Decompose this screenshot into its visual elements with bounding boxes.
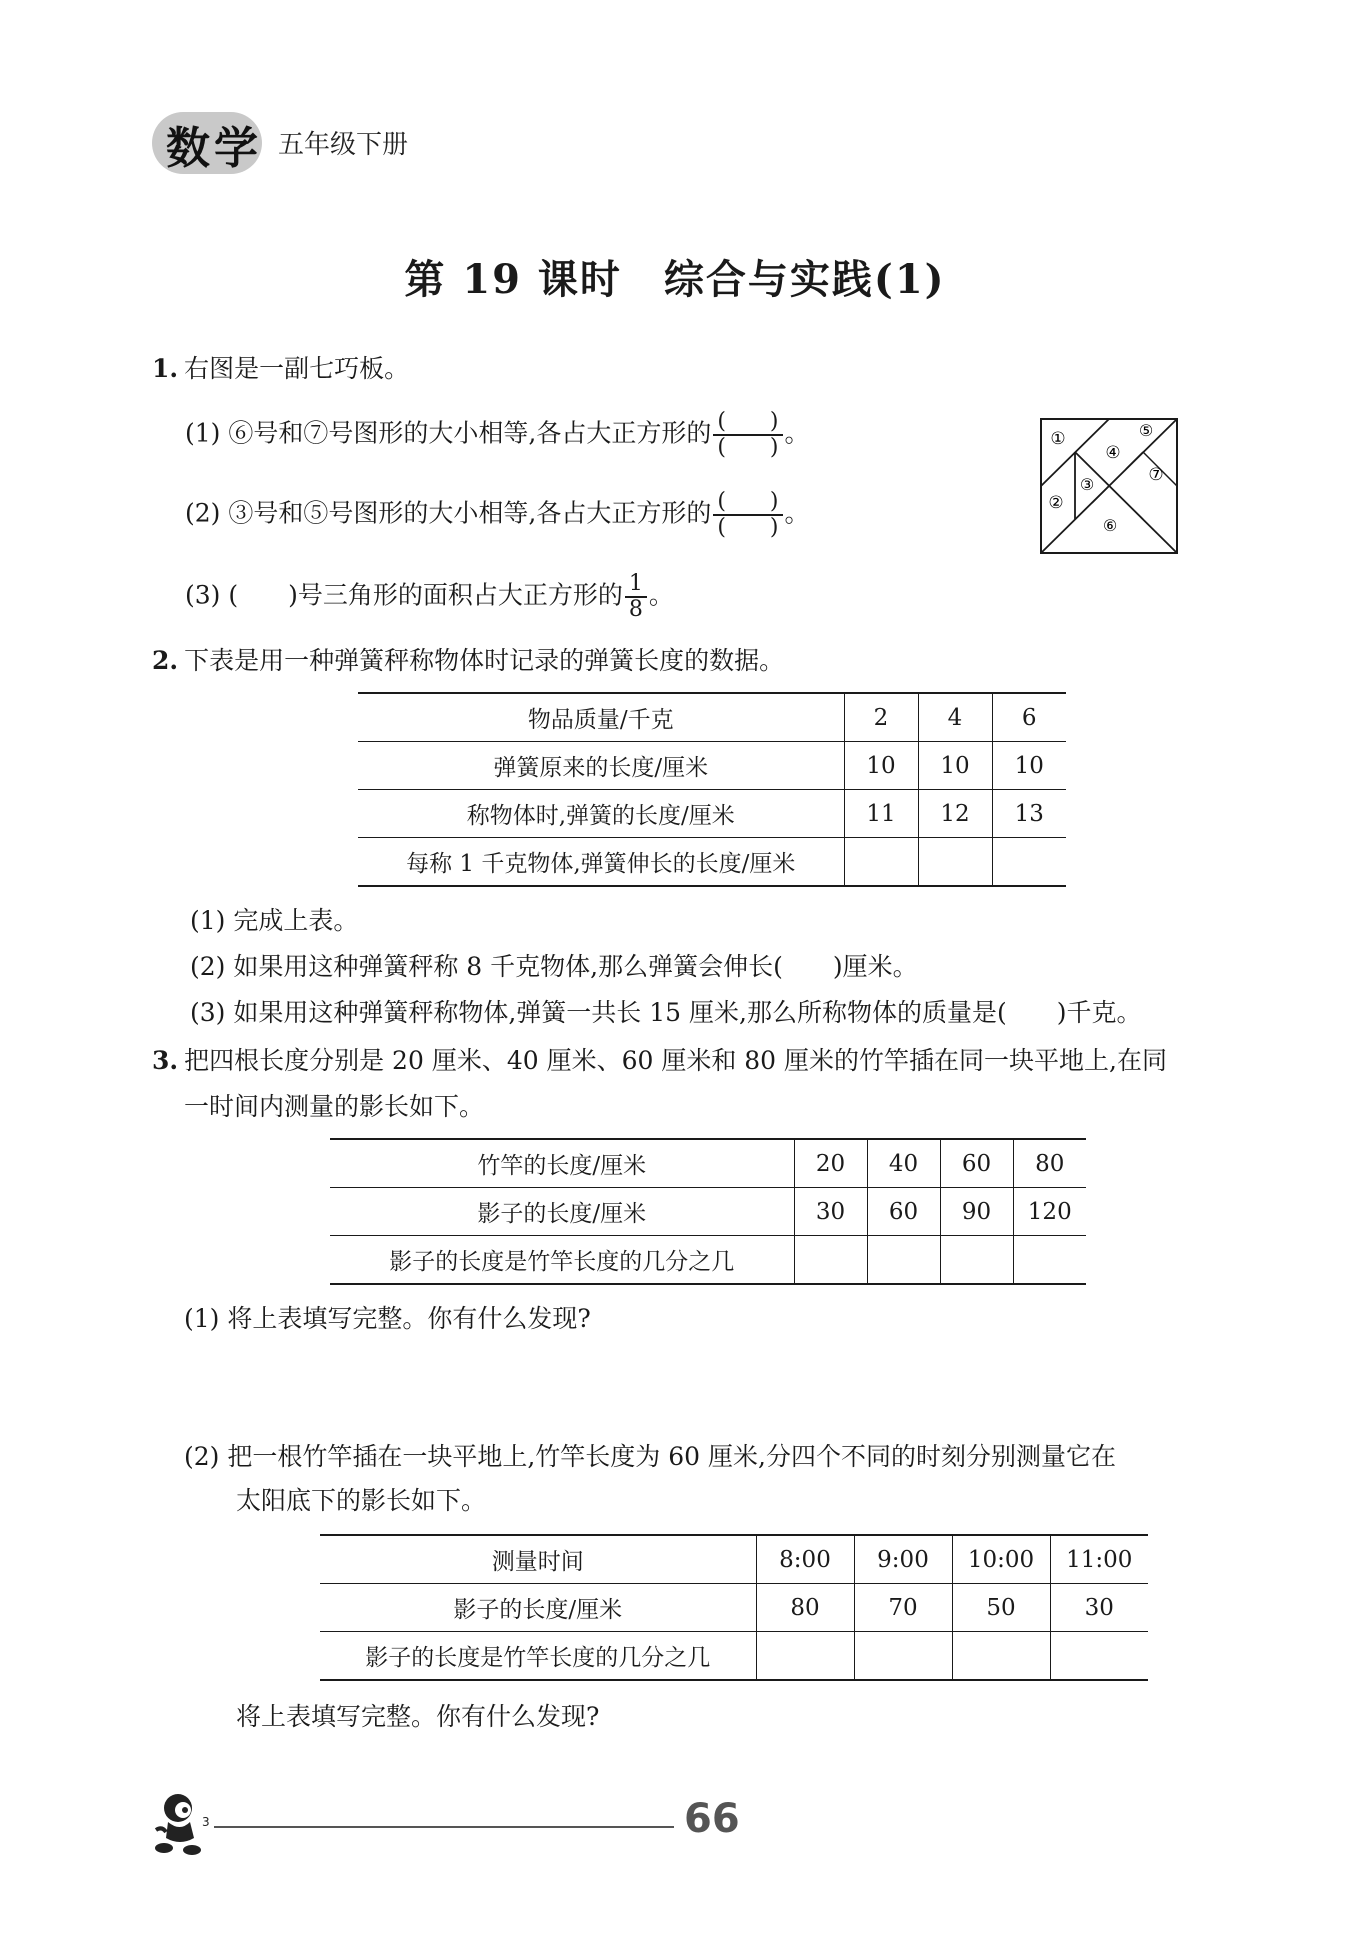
table-cell: 9:00 — [854, 1535, 952, 1584]
q2-stem — [152, 644, 784, 678]
q1-part3-numerator: 1 — [628, 571, 643, 596]
q3-time-table — [320, 1534, 1148, 1681]
table-cell: 2 — [844, 693, 918, 742]
table-cell: 80 — [756, 1584, 854, 1632]
q1-part2 — [185, 490, 810, 540]
table-cell: 40 — [867, 1139, 940, 1188]
answer-cell[interactable] — [867, 1236, 940, 1285]
q2-part2: (2) 如果用这种弹簧秤称 8 千克物体,那么弹簧会伸长( )厘米。 — [190, 952, 918, 981]
q1-part1-label: (1) — [185, 418, 221, 448]
table-cell: 80 — [1013, 1139, 1086, 1188]
q1-part3-text: 号三角形的面积占大正方形的 — [297, 580, 623, 610]
table-cell: 11 — [844, 790, 918, 838]
q1-part1-end: 。 — [784, 418, 810, 448]
subject-title: 数学 — [166, 123, 262, 174]
table-cell: 4 — [918, 693, 992, 742]
q1-stem-text: 右图是一副七巧板。 — [184, 354, 410, 383]
tangram-figure — [1040, 418, 1178, 554]
table-cell: 60 — [867, 1188, 940, 1236]
q1-part1-numerator-blank[interactable]: ( ) — [717, 409, 779, 434]
table-cell: 50 — [952, 1584, 1050, 1632]
q1-part3-end: 。 — [648, 580, 674, 610]
grade-label: 五年级下册 — [278, 130, 409, 160]
table-cell: 60 — [940, 1139, 1013, 1188]
table-cell: 20 — [794, 1139, 867, 1188]
tangram-label-3: ③ — [1079, 475, 1095, 494]
q1-part3 — [185, 572, 674, 622]
q1-part1-fraction — [713, 410, 782, 460]
tangram-label-4: ④ — [1105, 443, 1121, 463]
row-label: 影子的长度/厘米 — [320, 1584, 756, 1632]
row-label: 弹簧原来的长度/厘米 — [358, 742, 844, 790]
q1-part3-label: (3) — [185, 580, 221, 610]
q1-part3-fraction — [625, 572, 647, 622]
mascot-icon — [150, 1788, 212, 1858]
answer-cell[interactable] — [794, 1236, 867, 1285]
table-cell: 10 — [918, 742, 992, 790]
table-cell: 10:00 — [952, 1535, 1050, 1584]
q2-part3: (3) 如果用这种弹簧秤称物体,弹簧一共长 15 厘米,那么所称物体的质量是( )千克。 — [190, 998, 1142, 1027]
answer-cell[interactable] — [1013, 1236, 1086, 1285]
q1-part2-numerator-blank[interactable]: ( ) — [717, 489, 779, 514]
table-row — [330, 1188, 1086, 1236]
table-row — [320, 1535, 1148, 1584]
q2-part1: (1) 完成上表。 — [190, 906, 359, 935]
q2-stem-text: 下表是用一种弹簧秤称物体时记录的弹簧长度的数据。 — [184, 646, 785, 675]
answer-cell[interactable] — [940, 1236, 1013, 1285]
q3-number: 3. — [152, 1046, 179, 1075]
table-row — [358, 693, 1066, 742]
svg-text:3: 3 — [202, 1815, 210, 1829]
q1-part1 — [185, 410, 810, 460]
footer-rule — [214, 1826, 674, 1828]
q1-part1-denominator-blank[interactable]: ( ) — [717, 435, 779, 460]
q1-number: 1. — [152, 354, 179, 383]
q1-part2-end: 。 — [784, 498, 810, 528]
table-cell: 30 — [794, 1188, 867, 1236]
table-cell: 13 — [992, 790, 1066, 838]
q3-part1: (1) 将上表填写完整。你有什么发现? — [184, 1304, 591, 1333]
q2-number: 2. — [152, 646, 179, 675]
q3-bamboo-table — [330, 1138, 1086, 1285]
q3-stem — [152, 1044, 1167, 1078]
row-label: 影子的长度是竹竿长度的几分之几 — [330, 1236, 794, 1285]
answer-cell[interactable] — [992, 838, 1066, 887]
table-cell: 120 — [1013, 1188, 1086, 1236]
table-row — [320, 1632, 1148, 1681]
row-label: 每称 1 千克物体,弹簧伸长的长度/厘米 — [358, 838, 844, 887]
q1-stem — [152, 352, 409, 386]
tangram-label-1: ① — [1050, 429, 1066, 449]
table-row — [358, 790, 1066, 838]
q1-part3-denominator: 8 — [628, 597, 643, 622]
table-cell: 8:00 — [756, 1535, 854, 1584]
answer-cell[interactable] — [756, 1632, 854, 1681]
tangram-label-6: ⑥ — [1102, 516, 1118, 535]
table-row — [330, 1139, 1086, 1188]
q2-spring-table — [358, 692, 1066, 887]
q1-part1-text: ⑥号和⑦号图形的大小相等,各占大正方形的 — [228, 418, 712, 448]
row-label: 影子的长度是竹竿长度的几分之几 — [320, 1632, 756, 1681]
answer-cell[interactable] — [844, 838, 918, 887]
q3-stem-line1: 把四根长度分别是 20 厘米、40 厘米、60 厘米和 80 厘米的竹竿插在同一块平地上,在同 — [184, 1046, 1167, 1075]
q3-part2-end: 将上表填写完整。你有什么发现? — [236, 1702, 600, 1731]
table-cell: 11:00 — [1050, 1535, 1148, 1584]
table-row — [358, 742, 1066, 790]
page-number: 66 — [684, 1796, 740, 1842]
q3-part2-line2: 太阳底下的影长如下。 — [236, 1486, 487, 1515]
row-label: 竹竿的长度/厘米 — [330, 1139, 794, 1188]
table-cell: 70 — [854, 1584, 952, 1632]
table-cell: 12 — [918, 790, 992, 838]
lesson-title: 第 19 课时 综合与实践(1) — [404, 256, 946, 303]
table-cell: 10 — [844, 742, 918, 790]
table-cell: 30 — [1050, 1584, 1148, 1632]
q1-part2-text: ③号和⑤号图形的大小相等,各占大正方形的 — [228, 498, 712, 528]
table-row — [330, 1236, 1086, 1285]
q1-part2-denominator-blank[interactable]: ( ) — [717, 515, 779, 540]
tangram-label-5: ⑤ — [1138, 421, 1154, 440]
q1-part2-label: (2) — [185, 498, 221, 528]
q3-stem-line2: 一时间内测量的影长如下。 — [184, 1092, 485, 1121]
table-row — [358, 838, 1066, 887]
row-label: 称物体时,弹簧的长度/厘米 — [358, 790, 844, 838]
answer-cell[interactable] — [952, 1632, 1050, 1681]
answer-cell[interactable] — [854, 1632, 952, 1681]
row-label: 影子的长度/厘米 — [330, 1188, 794, 1236]
row-label: 物品质量/千克 — [358, 693, 844, 742]
q1-part2-fraction — [713, 490, 782, 540]
q1-part3-blank[interactable]: ( ) — [228, 580, 298, 610]
table-cell: 10 — [992, 742, 1066, 790]
answer-cell[interactable] — [918, 838, 992, 887]
table-cell: 6 — [992, 693, 1066, 742]
table-cell: 90 — [940, 1188, 1013, 1236]
tangram-label-7: ⑦ — [1148, 465, 1164, 485]
q3-part2-line1: (2) 把一根竹竿插在一块平地上,竹竿长度为 60 厘米,分四个不同的时刻分别测量它在 — [184, 1442, 1116, 1471]
answer-cell[interactable] — [1050, 1632, 1148, 1681]
table-row — [320, 1584, 1148, 1632]
row-label: 测量时间 — [320, 1535, 756, 1584]
tangram-label-2: ② — [1048, 493, 1064, 513]
